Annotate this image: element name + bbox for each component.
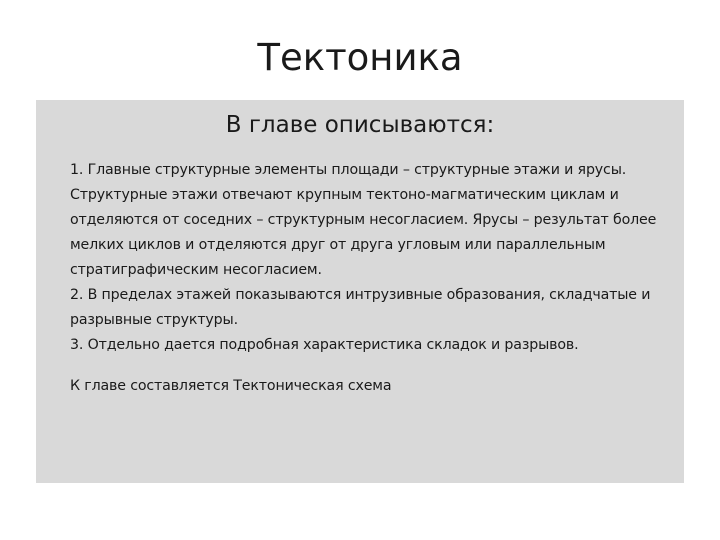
- content-heading: В главе описываются:: [225, 112, 495, 138]
- list-item-2: 2. В пределах этажей показываются интрузивные образования, складчатые и разрывные структуры.: [70, 287, 651, 328]
- list-item-3: 3. Отдельно дается подробная характеристика складок и разрывов.: [70, 337, 579, 353]
- content-body: [70, 158, 682, 399]
- list-item-1: 1. Главные структурные элементы площади – структурные этажи и ярусы. Структурные этажи отвечают крупным тектоно-магматическим циклам и отделяются от соседних – структурным несогласием. Ярусы – результат более мелких циклов и отделяются друг от друга угловым или параллельным стратиграфическим несогласием.: [70, 162, 657, 278]
- slide-title: Тектоника: [257, 36, 463, 79]
- footer-note: К главе составляется Тектоническая схема: [70, 378, 392, 394]
- content-box: [36, 100, 684, 483]
